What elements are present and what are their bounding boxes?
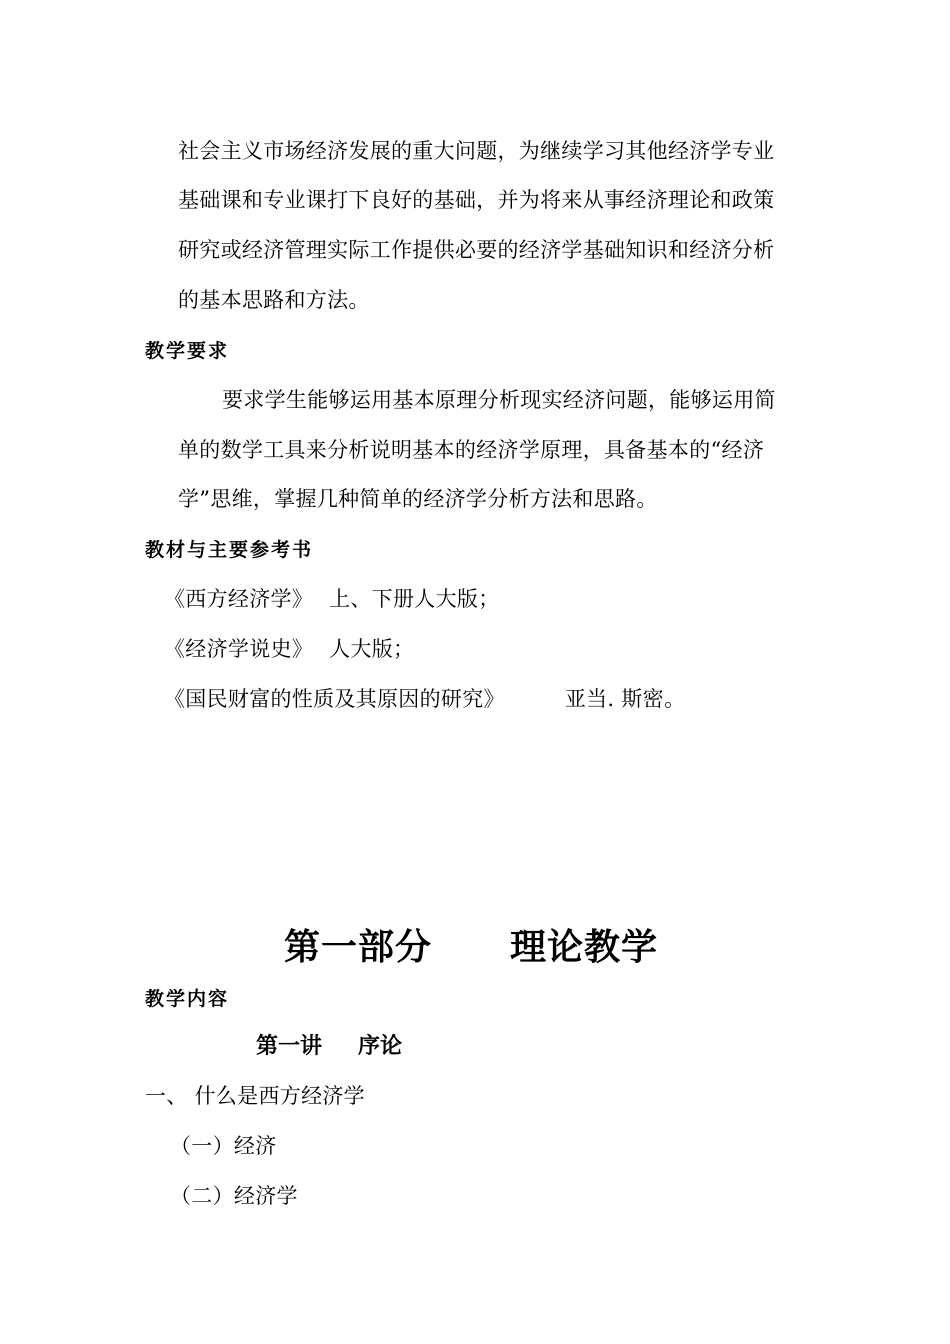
requirements-line-3: 学”思维，掌握几种简单的经济学分析方法和思路。 bbox=[178, 487, 658, 511]
textbook-note: 亚当. 斯密。 bbox=[564, 687, 686, 711]
requirements-line-2: 单的数学工具来分析说明基本的经济学原理，具备基本的“经济 bbox=[178, 438, 765, 462]
textbooks-heading: 教材与主要参考书 bbox=[145, 539, 314, 561]
teaching-content-heading: 教学内容 bbox=[145, 988, 230, 1010]
outline-item: （一）经济 bbox=[170, 1134, 277, 1158]
textbook-title: 《国民财富的性质及其原因的研究》 bbox=[164, 687, 505, 711]
part-name: 理论教学 bbox=[510, 927, 659, 968]
intro-line-2: 基础课和专业课打下良好的基础，并为将来从事经济理论和政策 bbox=[178, 188, 775, 212]
part-label: 第一部分 bbox=[284, 927, 433, 968]
lecture-name: 序论 bbox=[358, 1034, 403, 1059]
part-title bbox=[284, 927, 659, 968]
textbook-item bbox=[164, 639, 414, 660]
lecture-number: 第一讲 bbox=[256, 1034, 323, 1059]
textbook-item bbox=[164, 589, 500, 610]
lecture-title bbox=[256, 1036, 402, 1058]
textbook-title: 《经济学说史》 bbox=[164, 637, 314, 661]
teaching-requirements-heading: 教学要求 bbox=[145, 340, 230, 362]
requirements-line-1: 要求学生能够运用基本原理分析现实经济问题，能够运用简 bbox=[222, 388, 776, 412]
outline-item: 一、 什么是西方经济学 bbox=[145, 1084, 365, 1108]
textbook-title: 《西方经济学》 bbox=[164, 587, 314, 611]
textbook-note: 人大版； bbox=[329, 637, 415, 661]
intro-line-4: 的基本思路和方法。 bbox=[178, 288, 370, 312]
outline-item: （二）经济学 bbox=[170, 1184, 298, 1208]
textbook-item bbox=[164, 689, 685, 710]
intro-line-3: 研究或经济管理实际工作提供必要的经济学基础知识和经济分析 bbox=[178, 238, 775, 262]
intro-line-1: 社会主义市场经济发展的重大问题，为继续学习其他经济学专业 bbox=[178, 139, 775, 163]
textbook-note: 上、下册人大版； bbox=[329, 587, 500, 611]
